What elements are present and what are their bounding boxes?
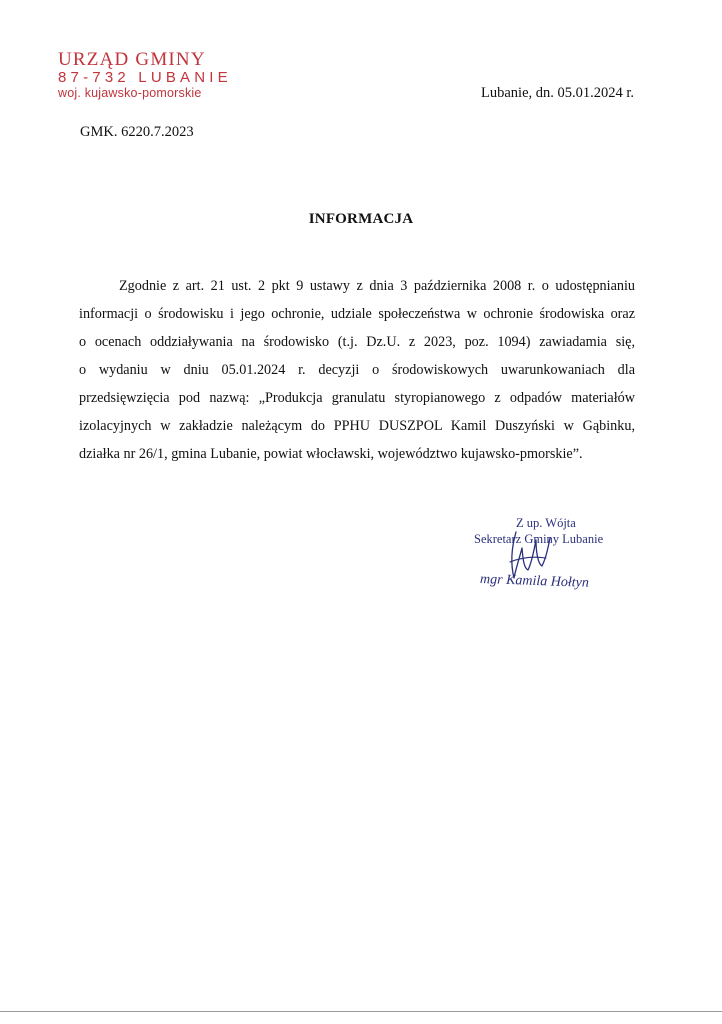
- body-line: Zgodnie z art. 21 ust. 2 pkt 9 ustawy z dnia 3 października 2008 r. o udostępnianiu: [119, 278, 635, 294]
- signature-position: Sekretarz Gminy Lubanie: [474, 532, 604, 546]
- body-line: o wydaniu w dniu 05.01.2024 r. decyzji o środowiskowych uwarunkowaniach dla: [79, 362, 635, 378]
- document-title: INFORMACJA: [308, 211, 414, 227]
- body-line: o ocenach oddziaływania na środowisko (t.j. Dz.U. z 2023, poz. 1094) zawiadamia się,: [79, 334, 635, 350]
- body-line: przedsięwzięcia pod nazwą: „Produkcja granulatu styropianowego z odpadów materiałów: [79, 390, 635, 406]
- body-line: działka nr 26/1, gmina Lubanie, powiat włocławski, województwo kujawsko-pmorskie”.: [79, 446, 583, 462]
- signatory-name: mgr Kamila Hołtyn: [479, 572, 590, 591]
- stamp-voivodeship: woj. kujawsko-pomorskie: [58, 86, 202, 100]
- stamp-postal-address: 87-732 LUBANIE: [58, 69, 232, 86]
- stamp-office-name: URZĄD GMINY: [58, 49, 206, 70]
- case-reference-number: GMK. 6220.7.2023: [80, 124, 194, 140]
- place-and-date: Lubanie, dn. 05.01.2024 r.: [481, 85, 635, 101]
- scan-edge-line: [0, 1011, 722, 1012]
- body-paragraph: [79, 272, 635, 468]
- office-stamp: [58, 50, 238, 100]
- body-line: izolacyjnych w zakładzie należącym do PPHU DUSZPOL Kamil Duszyński w Gąbinku,: [79, 418, 635, 434]
- signature-authorization: Z up. Wójta: [516, 516, 576, 530]
- body-line: informacji o środowisku i jego ochronie, udziale społeczeństwa w ochronie środowiska oraz: [79, 306, 635, 322]
